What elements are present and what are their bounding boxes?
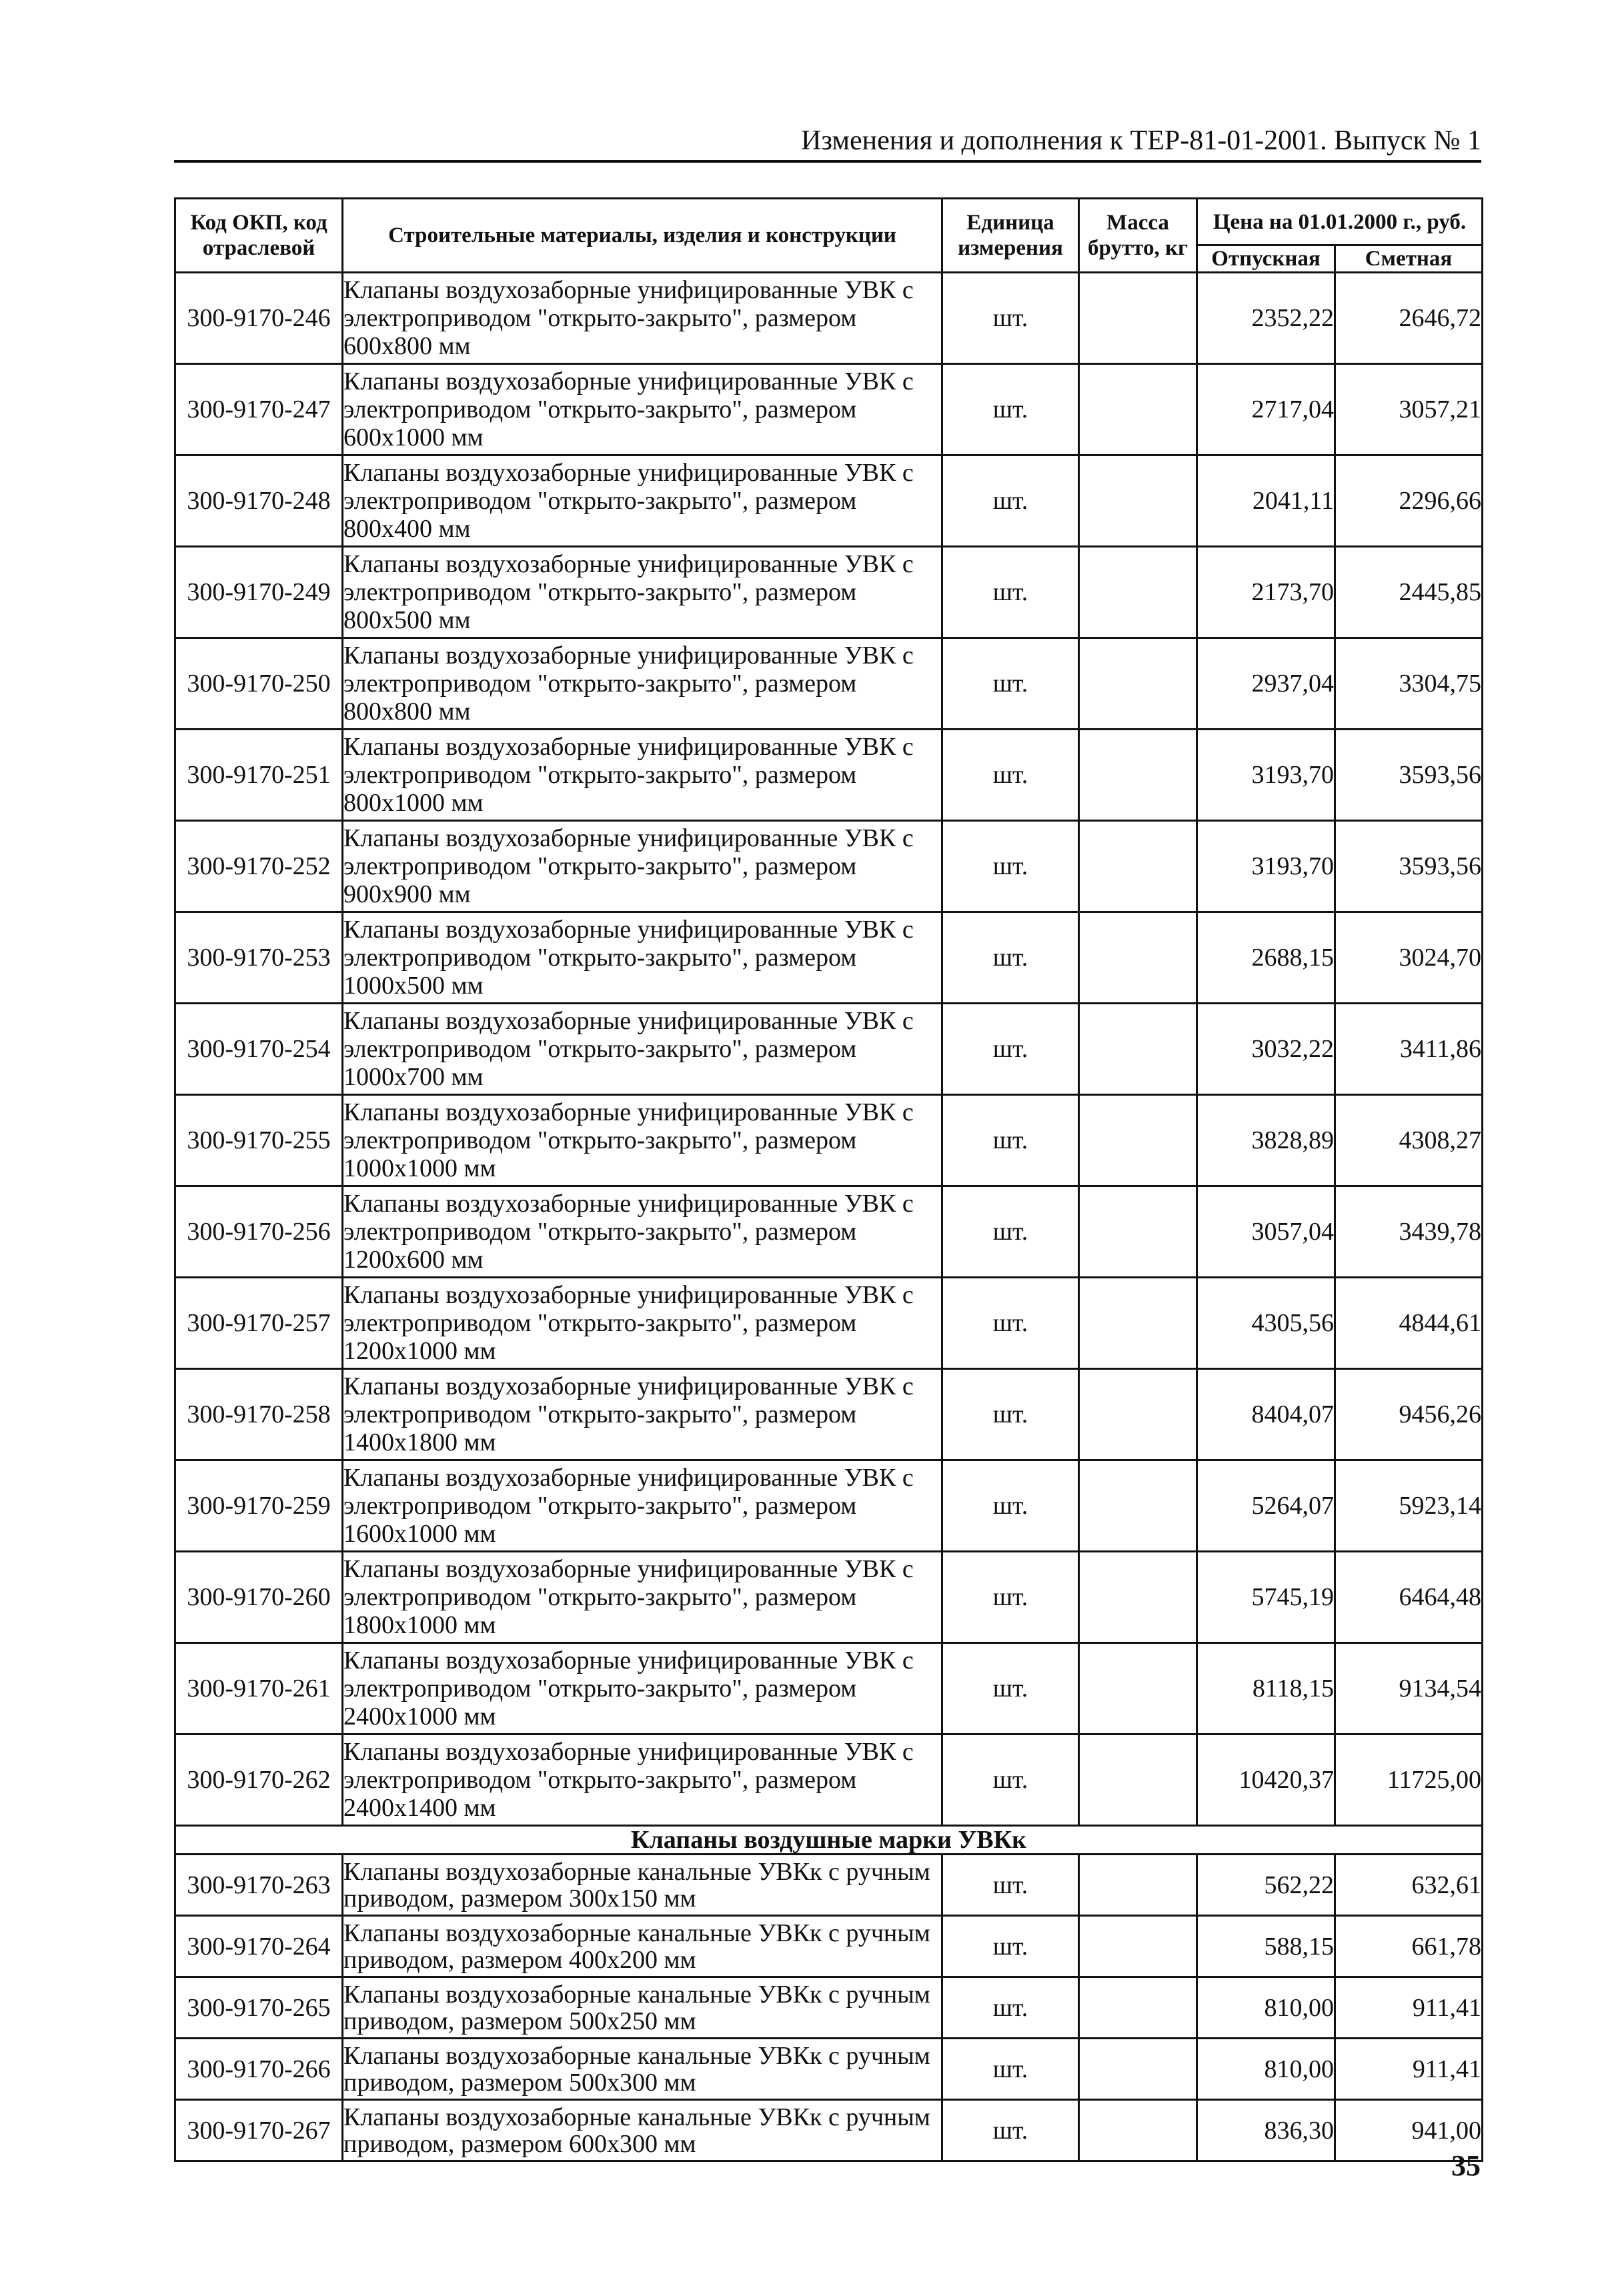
release-price-cell: 3828,89 — [1197, 1095, 1335, 1186]
name-cell: Клапаны воздухозаборные унифицированные УВК с электроприводом "открыто-закрыто", размером 1200х1000 мм — [343, 1278, 942, 1369]
name-cell: Клапаны воздухозаборные унифицированные УВК с электроприводом "открыто-закрыто", размером 600х800 мм — [343, 273, 942, 364]
code-cell: 300-9170-257 — [175, 1278, 343, 1369]
code-cell: 300-9170-255 — [175, 1095, 343, 1186]
name-cell: Клапаны воздухозаборные унифицированные УВК с электроприводом "открыто-закрыто", размером 2400х1400 мм — [343, 1735, 942, 1826]
release-price-cell: 10420,37 — [1197, 1735, 1335, 1826]
release-price-cell: 2041,11 — [1197, 455, 1335, 547]
code-cell: 300-9170-246 — [175, 273, 343, 364]
release-price-cell: 3193,70 — [1197, 730, 1335, 821]
code-cell: 300-9170-265 — [175, 1977, 343, 2039]
name-cell: Клапаны воздухозаборные унифицированные УВК с электроприводом "открыто-закрыто", размером 800х800 мм — [343, 638, 942, 730]
table-row — [175, 1977, 1483, 2039]
name-cell: Клапаны воздухозаборные унифицированные УВК с электроприводом "открыто-закрыто", размером 900х900 мм — [343, 821, 942, 912]
name-cell: Клапаны воздухозаборные канальные УВКк с ручным приводом, размером 500х300 мм — [343, 2039, 942, 2100]
header-release-price: Отпускная — [1197, 245, 1335, 273]
release-price-cell: 2352,22 — [1197, 273, 1335, 364]
estimate-price-cell: 3439,78 — [1335, 1186, 1483, 1278]
unit-cell: шт. — [942, 1735, 1079, 1826]
mass-cell — [1079, 1735, 1197, 1826]
mass-cell — [1079, 1186, 1197, 1278]
estimate-price-cell: 3304,75 — [1335, 638, 1483, 730]
release-price-cell: 836,30 — [1197, 2100, 1335, 2161]
code-cell: 300-9170-247 — [175, 364, 343, 455]
code-cell: 300-9170-267 — [175, 2100, 343, 2161]
mass-cell — [1079, 1855, 1197, 1916]
mass-cell — [1079, 273, 1197, 364]
code-cell: 300-9170-260 — [175, 1552, 343, 1643]
release-price-cell: 4305,56 — [1197, 1278, 1335, 1369]
code-cell: 300-9170-251 — [175, 730, 343, 821]
name-cell: Клапаны воздухозаборные канальные УВКк с ручным приводом, размером 300х150 мм — [343, 1855, 942, 1916]
table-row — [175, 730, 1483, 821]
unit-cell: шт. — [942, 638, 1079, 730]
unit-cell: шт. — [942, 364, 1079, 455]
mass-cell — [1079, 364, 1197, 455]
table-row — [175, 821, 1483, 912]
unit-cell: шт. — [942, 1552, 1079, 1643]
unit-cell: шт. — [942, 1460, 1079, 1552]
unit-cell: шт. — [942, 912, 1079, 1004]
name-cell: Клапаны воздухозаборные унифицированные УВК с электроприводом "открыто-закрыто", размером 1800х1000 мм — [343, 1552, 942, 1643]
header-rule — [174, 160, 1481, 163]
mass-cell — [1079, 638, 1197, 730]
estimate-price-cell: 661,78 — [1335, 1916, 1483, 1977]
code-cell: 300-9170-264 — [175, 1916, 343, 1977]
mass-cell — [1079, 1552, 1197, 1643]
estimate-price-cell: 3024,70 — [1335, 912, 1483, 1004]
header-mass: Масса брутто, кг — [1079, 199, 1197, 273]
estimate-price-cell: 3411,86 — [1335, 1004, 1483, 1095]
table-row — [175, 638, 1483, 730]
header-unit: Единица измерения — [942, 199, 1079, 273]
release-price-cell: 8118,15 — [1197, 1643, 1335, 1735]
header-estimate-price: Сметная — [1335, 245, 1483, 273]
table-row — [175, 2039, 1483, 2100]
name-cell: Клапаны воздухозаборные унифицированные УВК с электроприводом "открыто-закрыто", размером 2400х1000 мм — [343, 1643, 942, 1735]
estimate-price-cell: 4844,61 — [1335, 1278, 1483, 1369]
code-cell: 300-9170-258 — [175, 1369, 343, 1460]
release-price-cell: 562,22 — [1197, 1855, 1335, 1916]
table-row — [175, 2100, 1483, 2161]
code-cell: 300-9170-252 — [175, 821, 343, 912]
unit-cell: шт. — [942, 455, 1079, 547]
release-price-cell: 810,00 — [1197, 2039, 1335, 2100]
table-row — [175, 912, 1483, 1004]
price-table — [174, 197, 1483, 2162]
estimate-price-cell: 3593,56 — [1335, 730, 1483, 821]
release-price-cell: 3193,70 — [1197, 821, 1335, 912]
code-cell: 300-9170-261 — [175, 1643, 343, 1735]
release-price-cell: 2937,04 — [1197, 638, 1335, 730]
mass-cell — [1079, 821, 1197, 912]
estimate-price-cell: 911,41 — [1335, 2039, 1483, 2100]
mass-cell — [1079, 1916, 1197, 1977]
code-cell: 300-9170-254 — [175, 1004, 343, 1095]
unit-cell: шт. — [942, 730, 1079, 821]
name-cell: Клапаны воздухозаборные унифицированные УВК с электроприводом "открыто-закрыто", размером 1600х1000 мм — [343, 1460, 942, 1552]
header-name: Строительные материалы, изделия и конструкции — [343, 199, 942, 273]
table-row — [175, 1855, 1483, 1916]
mass-cell — [1079, 912, 1197, 1004]
code-cell: 300-9170-266 — [175, 2039, 343, 2100]
unit-cell: шт. — [942, 1977, 1079, 2039]
unit-cell: шт. — [942, 1916, 1079, 1977]
table-row — [175, 547, 1483, 638]
table-row — [175, 1552, 1483, 1643]
estimate-price-cell: 9134,54 — [1335, 1643, 1483, 1735]
mass-cell — [1079, 1095, 1197, 1186]
mass-cell — [1079, 1278, 1197, 1369]
estimate-price-cell: 911,41 — [1335, 1977, 1483, 2039]
table-body — [175, 273, 1483, 2161]
release-price-cell: 3057,04 — [1197, 1186, 1335, 1278]
release-price-cell: 5264,07 — [1197, 1460, 1335, 1552]
mass-cell — [1079, 547, 1197, 638]
unit-cell: шт. — [942, 2039, 1079, 2100]
estimate-price-cell: 3057,21 — [1335, 364, 1483, 455]
code-cell: 300-9170-263 — [175, 1855, 343, 1916]
code-cell: 300-9170-248 — [175, 455, 343, 547]
estimate-price-cell: 632,61 — [1335, 1855, 1483, 1916]
table-row — [175, 364, 1483, 455]
release-price-cell: 2688,15 — [1197, 912, 1335, 1004]
estimate-price-cell: 941,00 — [1335, 2100, 1483, 2161]
table-row — [175, 1186, 1483, 1278]
estimate-price-cell: 9456,26 — [1335, 1369, 1483, 1460]
estimate-price-cell: 11725,00 — [1335, 1735, 1483, 1826]
release-price-cell: 3032,22 — [1197, 1004, 1335, 1095]
unit-cell: шт. — [942, 821, 1079, 912]
header-price: Цена на 01.01.2000 г., руб. — [1197, 199, 1483, 245]
estimate-price-cell: 5923,14 — [1335, 1460, 1483, 1552]
table-row — [175, 1460, 1483, 1552]
name-cell: Клапаны воздухозаборные унифицированные УВК с электроприводом "открыто-закрыто", размером 1200х600 мм — [343, 1186, 942, 1278]
name-cell: Клапаны воздухозаборные унифицированные УВК с электроприводом "открыто-закрыто", размером 800х1000 мм — [343, 730, 942, 821]
name-cell: Клапаны воздухозаборные унифицированные УВК с электроприводом "открыто-закрыто", размером 1400х1800 мм — [343, 1369, 942, 1460]
unit-cell: шт. — [942, 2100, 1079, 2161]
estimate-price-cell: 2296,66 — [1335, 455, 1483, 547]
estimate-price-cell: 4308,27 — [1335, 1095, 1483, 1186]
code-cell: 300-9170-250 — [175, 638, 343, 730]
name-cell: Клапаны воздухозаборные канальные УВКк с ручным приводом, размером 500х250 мм — [343, 1977, 942, 2039]
release-price-cell: 2717,04 — [1197, 364, 1335, 455]
release-price-cell: 810,00 — [1197, 1977, 1335, 2039]
mass-cell — [1079, 1643, 1197, 1735]
mass-cell — [1079, 455, 1197, 547]
mass-cell — [1079, 1004, 1197, 1095]
unit-cell: шт. — [942, 1004, 1079, 1095]
table-row — [175, 1004, 1483, 1095]
estimate-price-cell: 3593,56 — [1335, 821, 1483, 912]
table-row — [175, 1916, 1483, 1977]
code-cell: 300-9170-253 — [175, 912, 343, 1004]
table-row — [175, 1278, 1483, 1369]
table-row — [175, 1735, 1483, 1826]
header-code: Код ОКП, код отраслевой — [175, 199, 343, 273]
mass-cell — [1079, 1369, 1197, 1460]
code-cell: 300-9170-259 — [175, 1460, 343, 1552]
unit-cell: шт. — [942, 1278, 1079, 1369]
unit-cell: шт. — [942, 1855, 1079, 1916]
estimate-price-cell: 2445,85 — [1335, 547, 1483, 638]
section-title: Клапаны воздушные марки УВКк — [175, 1826, 1483, 1855]
name-cell: Клапаны воздухозаборные унифицированные УВК с электроприводом "открыто-закрыто", размером 1000х500 мм — [343, 912, 942, 1004]
code-cell: 300-9170-262 — [175, 1735, 343, 1826]
table-row — [175, 1369, 1483, 1460]
page-header: Изменения и дополнения к ТЕР-81-01-2001. Выпуск № 1 — [801, 125, 1481, 156]
table-row — [175, 1095, 1483, 1186]
unit-cell: шт. — [942, 1369, 1079, 1460]
release-price-cell: 588,15 — [1197, 1916, 1335, 1977]
code-cell: 300-9170-249 — [175, 547, 343, 638]
name-cell: Клапаны воздухозаборные унифицированные УВК с электроприводом "открыто-закрыто", размером 600х1000 мм — [343, 364, 942, 455]
mass-cell — [1079, 1460, 1197, 1552]
table-row — [175, 1643, 1483, 1735]
unit-cell: шт. — [942, 1643, 1079, 1735]
unit-cell: шт. — [942, 1186, 1079, 1278]
mass-cell — [1079, 730, 1197, 821]
table-row — [175, 273, 1483, 364]
name-cell: Клапаны воздухозаборные унифицированные УВК с электроприводом "открыто-закрыто", размером 800х400 мм — [343, 455, 942, 547]
unit-cell: шт. — [942, 1095, 1079, 1186]
name-cell: Клапаны воздухозаборные канальные УВКк с ручным приводом, размером 600х300 мм — [343, 2100, 942, 2161]
release-price-cell: 2173,70 — [1197, 547, 1335, 638]
name-cell: Клапаны воздухозаборные канальные УВКк с ручным приводом, размером 400х200 мм — [343, 1916, 942, 1977]
section-row — [175, 1826, 1483, 1855]
release-price-cell: 5745,19 — [1197, 1552, 1335, 1643]
estimate-price-cell: 2646,72 — [1335, 273, 1483, 364]
mass-cell — [1079, 2039, 1197, 2100]
table-row — [175, 455, 1483, 547]
name-cell: Клапаны воздухозаборные унифицированные УВК с электроприводом "открыто-закрыто", размером 1000х1000 мм — [343, 1095, 942, 1186]
unit-cell: шт. — [942, 273, 1079, 364]
page-number: 35 — [1451, 2149, 1481, 2182]
code-cell: 300-9170-256 — [175, 1186, 343, 1278]
mass-cell — [1079, 2100, 1197, 2161]
release-price-cell: 8404,07 — [1197, 1369, 1335, 1460]
name-cell: Клапаны воздухозаборные унифицированные УВК с электроприводом "открыто-закрыто", размером 1000х700 мм — [343, 1004, 942, 1095]
name-cell: Клапаны воздухозаборные унифицированные УВК с электроприводом "открыто-закрыто", размером 800х500 мм — [343, 547, 942, 638]
unit-cell: шт. — [942, 547, 1079, 638]
mass-cell — [1079, 1977, 1197, 2039]
estimate-price-cell: 6464,48 — [1335, 1552, 1483, 1643]
